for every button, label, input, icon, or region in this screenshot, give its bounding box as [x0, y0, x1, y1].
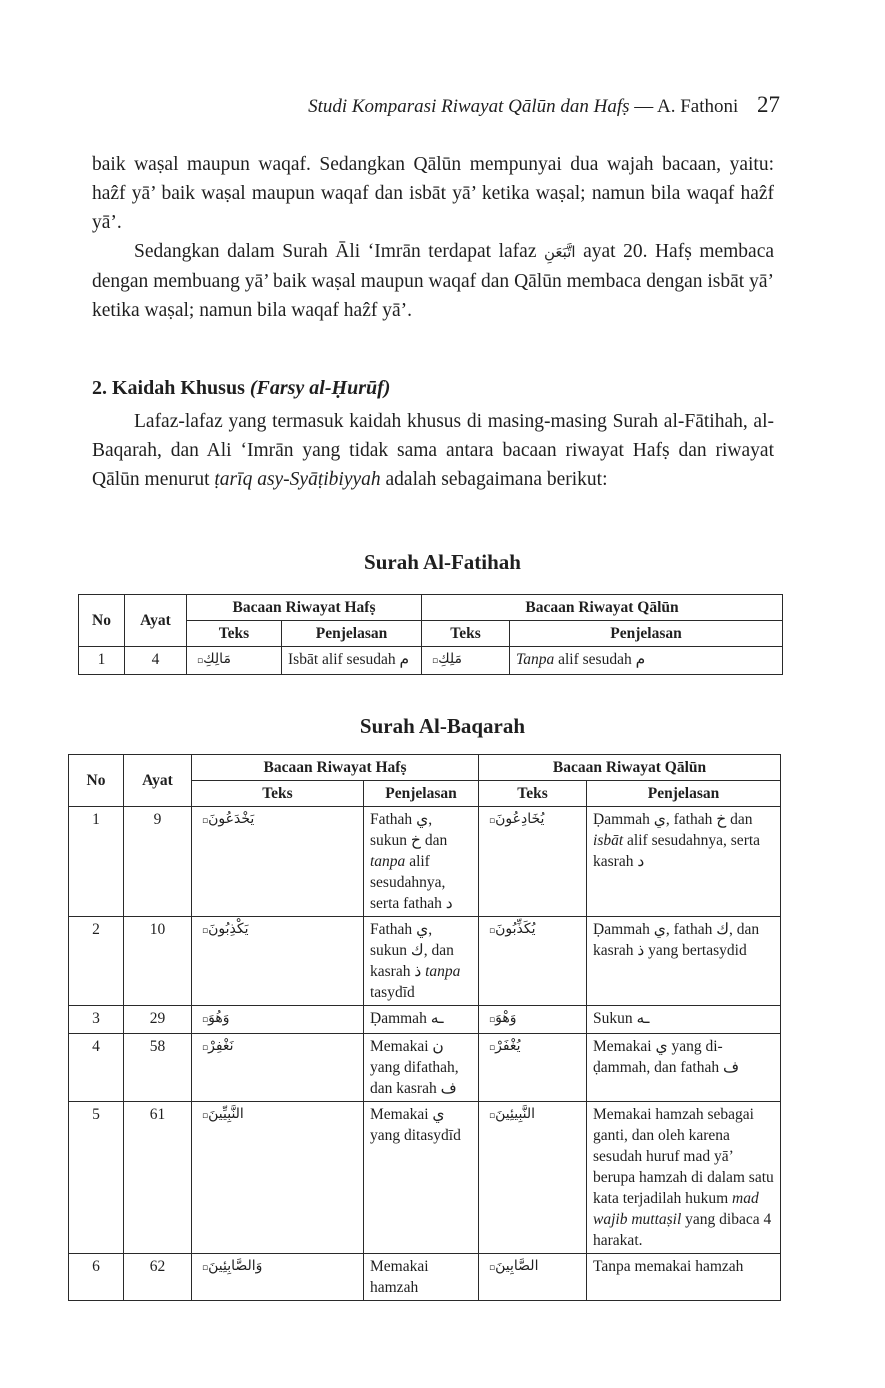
hafs-pen-italic: tanpa: [425, 963, 461, 980]
qalun-teks: [479, 1254, 587, 1301]
header-teks: Teks: [422, 621, 510, 647]
hafs-teks: [192, 1102, 364, 1254]
qalun-teks: [479, 807, 587, 917]
hafs-teks: [192, 1254, 364, 1301]
bullet-icon: ▫: [202, 1043, 209, 1053]
qalun-pen-italic: mad wajib muttaṣil: [593, 1190, 759, 1228]
hafs-penjelasan: Memakai ي yang ditasydīd: [364, 1102, 479, 1254]
qalun-pen-2: alif sesudahnya, serta kasrah د: [593, 832, 761, 870]
baqarah-title: Surah Al-Baqarah: [359, 714, 526, 738]
header-ayat: Ayat: [125, 595, 187, 647]
header-hafs: Bacaan Riwayat Hafṣ: [192, 755, 479, 781]
bullet-icon: ▫: [202, 1015, 209, 1025]
row-no: 1: [69, 807, 124, 917]
header-penjelasan: Penjelasan: [587, 781, 781, 807]
header-qalun: Bacaan Riwayat Qālūn: [479, 755, 781, 781]
paragraph-2-part2: ayat 20. Hafṣ membaca dengan membuang yā’ baik waṣal maupun waqaf dan Qālūn membaca dengan isbāt yā’ ketika waṣal; namun bila waqaf haẑf yā’.: [92, 241, 775, 321]
hafs-pen-2: tasydīd: [370, 984, 415, 1001]
bullet-icon: ▫: [202, 1111, 209, 1121]
qalun-penjelasan: [587, 1102, 781, 1254]
page-number: 27: [757, 92, 780, 117]
hafs-arabic: نَغْفِرْ: [208, 1038, 234, 1054]
qalun-teks: [479, 1034, 587, 1102]
bullet-icon: ▫: [489, 1263, 496, 1273]
qalun-arabic: يُغْفَرْ: [495, 1038, 521, 1054]
row-no: 1: [79, 647, 125, 675]
header-ayat: Ayat: [124, 755, 192, 807]
qalun-penjelasan: [510, 647, 783, 675]
paragraph-1-text: baik waṣal maupun waqaf. Sedangkan Qālūn mempunyai dua wajah bacaan, yaitu: haẑf yā’ baik waṣal maupun waqaf dan isbāt yā’ ketika waṣal; namun bila waqaf haẑf yā’.: [92, 154, 774, 233]
qalun-penjelasan: Memakai ي yang di-ḍammah, dan fathah ف: [587, 1034, 781, 1102]
row-ayat: 4: [125, 647, 187, 675]
hafs-pen-1: Fathah ي, sukun ك, dan kasrah ذ: [370, 921, 454, 980]
qalun-arabic: مَلِكِ: [438, 651, 463, 667]
table-row: [69, 1034, 781, 1102]
header-no: No: [69, 755, 124, 807]
hafs-penjelasan: Isbāt alif sesudah م: [282, 647, 422, 675]
qalun-teks: [479, 1102, 587, 1254]
row-no: 4: [69, 1034, 124, 1102]
paragraph-2-part1: Sedangkan dalam Surah Āli ‘Imrān terdapat lafaz: [134, 241, 537, 262]
hafs-arabic: وَالصَّابِئِينَ: [208, 1258, 263, 1274]
hafs-teks: [187, 647, 282, 675]
row-ayat: 62: [124, 1254, 192, 1301]
row-no: 5: [69, 1102, 124, 1254]
hafs-teks: [192, 1006, 364, 1034]
qalun-penjelasan: Ḍammah ي, fathah ك, dan kasrah ذ yang bertasydid: [587, 917, 781, 1006]
header-no: No: [79, 595, 125, 647]
hafs-penjelasan: Ḍammah ـه: [364, 1006, 479, 1034]
qalun-teks: [479, 917, 587, 1006]
paragraph-2: [92, 237, 774, 325]
row-ayat: 9: [124, 807, 192, 917]
row-no: 6: [69, 1254, 124, 1301]
table-row: [69, 807, 781, 917]
bullet-icon: ▫: [489, 1015, 496, 1025]
hafs-pen-2: alif sesudahnya, serta fathah د: [370, 853, 453, 912]
hafs-teks: [192, 917, 364, 1006]
paragraph-1: [92, 150, 774, 237]
hafs-pen-italic: tanpa: [370, 853, 406, 870]
paragraph-3: [92, 407, 774, 494]
qalun-arabic: وَهْوَ: [495, 1010, 517, 1026]
qalun-arabic: النَّبِيئِينَ: [495, 1106, 536, 1122]
arabic-word: اتَّبَعَنِ: [544, 243, 576, 261]
qalun-pen-italic: isbāt: [593, 832, 624, 849]
bullet-icon: ▫: [489, 1111, 496, 1121]
hafs-teks: [192, 807, 364, 917]
qalun-penjelasan: Tanpa memakai hamzah: [587, 1254, 781, 1301]
qalun-penjelasan: [587, 807, 781, 917]
qalun-pen-2: yang dibaca 4 harakat.: [593, 1211, 772, 1249]
bullet-icon: ▫: [489, 926, 496, 936]
hafs-penjelasan: [364, 807, 479, 917]
row-no: 2: [69, 917, 124, 1006]
header-teks: Teks: [192, 781, 364, 807]
bullet-icon: ▫: [432, 656, 439, 666]
paragraph-3-italic: ṭarīq asy-Syāṭibiyyah: [214, 469, 381, 490]
running-header: [0, 92, 780, 118]
paragraph-2-text: [92, 237, 774, 325]
table-row: [69, 1254, 781, 1301]
qalun-arabic: يُخَادِعُونَ: [495, 811, 545, 827]
row-ayat: 10: [124, 917, 192, 1006]
bullet-icon: ▫: [202, 926, 209, 936]
section-heading: [92, 377, 390, 400]
fatihah-title: Surah Al-Fatihah: [364, 550, 521, 574]
header-qalun: Bacaan Riwayat Qālūn: [422, 595, 783, 621]
hafs-teks: [192, 1034, 364, 1102]
bullet-icon: ▫: [197, 656, 204, 666]
fatihah-table: [78, 594, 783, 675]
qalun-pen-1: Memakai hamzah sebagai ganti, dan oleh karena sesudah huruf mad yā’ berupa hamzah di dalam satu kata terjadilah hukum: [593, 1106, 774, 1207]
qalun-arabic: الصَّابِينَ: [495, 1258, 539, 1274]
table-row: [69, 1102, 781, 1254]
section-title: Kaidah Khusus: [112, 377, 245, 399]
qalun-pen-text: alif sesudah م: [558, 651, 646, 668]
bullet-icon: ▫: [202, 1263, 209, 1273]
qalun-pen-1: Ḍammah ي, fathah خ dan: [593, 811, 753, 828]
baqarah-table: [68, 754, 781, 1301]
paragraph-3-part1: Lafaz-lafaz yang termasuk kaidah khusus di masing-masing Surah al-Fātihah, al-Baqarah, dan Ali ‘Imrān yang tidak sama antara bacaan riwayat Hafṣ dan riwayat Qālūn menurut: [92, 411, 774, 490]
hafs-penjelasan: [364, 917, 479, 1006]
bullet-icon: ▫: [489, 816, 496, 826]
hafs-penjelasan: Memakai ن yang difathah, dan kasrah ف: [364, 1034, 479, 1102]
hafs-penjelasan: Memakai hamzah: [364, 1254, 479, 1301]
journal-title: Studi Komparasi Riwayat Qālūn dan Hafṣ: [308, 96, 630, 117]
header-separator: —: [634, 96, 654, 117]
table-row: [69, 917, 781, 1006]
hafs-arabic: يَخْدَعُونَ: [208, 811, 255, 827]
header-penjelasan: Penjelasan: [510, 621, 783, 647]
hafs-pen-1: Fathah ي, sukun خ dan: [370, 811, 448, 849]
header-penjelasan: Penjelasan: [364, 781, 479, 807]
hafs-arabic: مَالِكِ: [203, 651, 231, 667]
header-hafs: Bacaan Riwayat Hafṣ: [187, 595, 422, 621]
hafs-arabic: وَهُوَ: [208, 1010, 230, 1026]
section-number: 2.: [92, 377, 107, 399]
header-penjelasan: Penjelasan: [282, 621, 422, 647]
header-teks: Teks: [479, 781, 587, 807]
qalun-arabic: يُكَذِّبُونَ: [495, 921, 536, 937]
row-no: 3: [69, 1006, 124, 1034]
qalun-teks: [479, 1006, 587, 1034]
paragraph-3-part2: adalah sebagaimana berikut:: [385, 469, 608, 490]
bullet-icon: ▫: [489, 1043, 496, 1053]
qalun-teks: [422, 647, 510, 675]
hafs-arabic: النَّبِيِّينَ: [208, 1106, 244, 1122]
bullet-icon: ▫: [202, 816, 209, 826]
table-row: [79, 647, 783, 675]
table-row: [69, 1006, 781, 1034]
row-ayat: 58: [124, 1034, 192, 1102]
qalun-pen-italic: Tanpa: [516, 651, 555, 668]
author-name: A. Fathoni: [656, 96, 739, 117]
hafs-arabic: يَكْذِبُونَ: [208, 921, 249, 937]
header-teks: Teks: [187, 621, 282, 647]
section-title-italic: (Farsy al-Ḥurūf): [249, 377, 391, 399]
qalun-penjelasan: Sukun ـه: [587, 1006, 781, 1034]
row-ayat: 29: [124, 1006, 192, 1034]
paragraph-3-text: [92, 407, 774, 494]
row-ayat: 61: [124, 1102, 192, 1254]
